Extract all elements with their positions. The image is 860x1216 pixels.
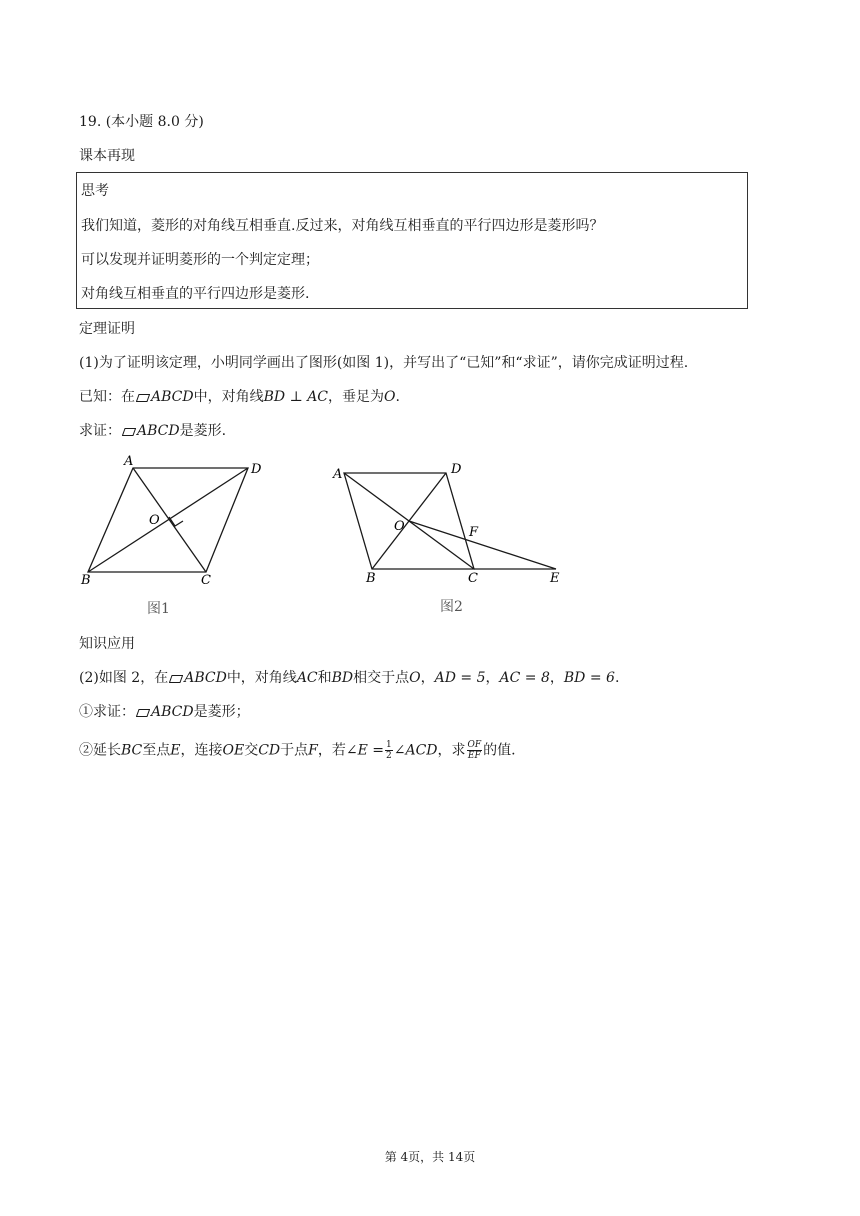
fig2-caption: 图2 — [440, 599, 463, 615]
given-expr: BD ⊥ AC — [263, 389, 329, 405]
section-textbook: 课本再现 — [79, 148, 135, 164]
part2-ac: AC — [296, 670, 318, 686]
parallelogram-icon — [136, 703, 150, 711]
fig1-label-o: O — [149, 513, 160, 528]
sub2-t2: 至点 — [142, 742, 171, 759]
part2-t7: . — [614, 670, 620, 686]
part2-o: O — [409, 670, 421, 686]
part2-abcd: ABCD — [184, 670, 227, 686]
fig2-label-o: O — [394, 519, 405, 534]
prove-end: 是菱形. — [179, 423, 227, 439]
fig1-label-a: A — [124, 454, 134, 469]
fig2-label-e: E — [550, 571, 560, 586]
part2-eq-bd: BD = 6 — [563, 670, 615, 686]
parallelogram-icon — [136, 388, 150, 396]
section-apply: 知识应用 — [79, 636, 135, 652]
sub2-t3: ，连接 — [180, 742, 223, 759]
sub2-angle-acd: ∠ACD — [393, 742, 438, 759]
sub2-t7: ，求 — [437, 742, 466, 759]
box-line-2: 可以发现并证明菱形的一个判定定理； — [81, 252, 319, 268]
fig1-label-c: C — [201, 573, 211, 588]
sub1-end: 是菱形； — [193, 704, 250, 720]
box-line-1: 我们知道，菱形的对角线互相垂直.反过来，对角线互相垂直的平行四边形是菱形吗？ — [81, 218, 604, 234]
section-proof: 定理证明 — [79, 321, 135, 337]
ratio-denominator: EF — [467, 751, 481, 761]
given-prefix: 已知：在 — [79, 389, 135, 405]
box-line-3: 对角线互相垂直的平行四边形是菱形. — [81, 286, 310, 302]
sub2-t5: 于点 — [280, 742, 309, 759]
part2-t4: ， — [420, 670, 435, 686]
fig1-caption: 图1 — [147, 601, 170, 617]
sub2-t6: ，若 — [317, 742, 346, 759]
sub2-t8: 的值. — [483, 742, 516, 759]
fig1-diagonal-bd — [88, 468, 248, 572]
sub2-cd: CD — [258, 742, 281, 759]
fig2-segment-oe — [409, 521, 556, 569]
ratio-fraction — [467, 740, 483, 761]
fig1-label-b: B — [81, 573, 91, 588]
half-numerator: 1 — [386, 740, 392, 750]
fig2-label-d: D — [451, 462, 462, 477]
prove-prefix: 求证： — [79, 423, 121, 439]
given-line — [79, 387, 400, 407]
part2-prefix: (2)如图 2，在 — [79, 670, 169, 686]
ratio-numerator: OF — [467, 740, 482, 750]
sub1-prefix: ①求证： — [79, 704, 135, 720]
part2-eq-ac: AC = 8 — [499, 670, 550, 686]
sub1-line — [79, 702, 250, 722]
figure-2 — [330, 452, 570, 622]
prove-line — [79, 421, 226, 441]
sub1-abcd: ABCD — [151, 704, 194, 720]
given-mid: 中，对角线 — [193, 389, 264, 405]
sub2-bc: BC — [121, 742, 143, 759]
part2-line — [79, 668, 619, 688]
sub2-angle-e: ∠E = — [345, 742, 384, 759]
given-abcd: ABCD — [151, 389, 194, 405]
sub2-t1: ②延长 — [79, 742, 121, 759]
page-footer: 第 4页，共 14页 — [384, 1150, 476, 1164]
part2-t6: ， — [549, 670, 564, 686]
half-denominator: 2 — [386, 751, 392, 761]
fig2-label-c: C — [468, 571, 478, 586]
given-mid2: ，垂足为 — [328, 389, 385, 405]
part2-t5: ， — [485, 670, 500, 686]
given-end: . — [395, 389, 400, 405]
fig1-diagonal-ac — [133, 468, 206, 572]
thinking-box — [76, 172, 748, 309]
sub2-t4: 交 — [244, 742, 259, 759]
parallelogram-icon — [122, 422, 136, 430]
sub2-oe: OE — [222, 742, 245, 759]
given-o: O — [384, 389, 396, 405]
question-number: 19. (本小题 8.0 分) — [79, 114, 204, 130]
fig2-label-b: B — [366, 571, 376, 586]
fig2-label-a: A — [333, 467, 343, 482]
part2-eq-ad: AD = 5 — [434, 670, 486, 686]
part2-bd: BD — [331, 670, 354, 686]
sub2-e: E — [170, 742, 181, 759]
fig1-label-d: D — [251, 462, 262, 477]
fig2-label-f: F — [469, 525, 479, 540]
prove-abcd: ABCD — [137, 423, 180, 439]
part2-t3: 相交于点 — [353, 670, 410, 686]
parallelogram-icon — [169, 669, 183, 677]
box-title: 思考 — [81, 183, 109, 199]
half-fraction — [385, 740, 393, 761]
part2-t1: 中，对角线 — [226, 670, 297, 686]
part1-text: (1)为了证明该定理，小明同学画出了图形(如图 1)，并写出了“已知”和“求证”，请你完成证明过程. — [79, 355, 689, 371]
part2-t2: 和 — [317, 670, 332, 686]
sub2-line — [79, 740, 516, 761]
sub2-f: F — [308, 742, 318, 759]
figure-1 — [75, 452, 275, 622]
